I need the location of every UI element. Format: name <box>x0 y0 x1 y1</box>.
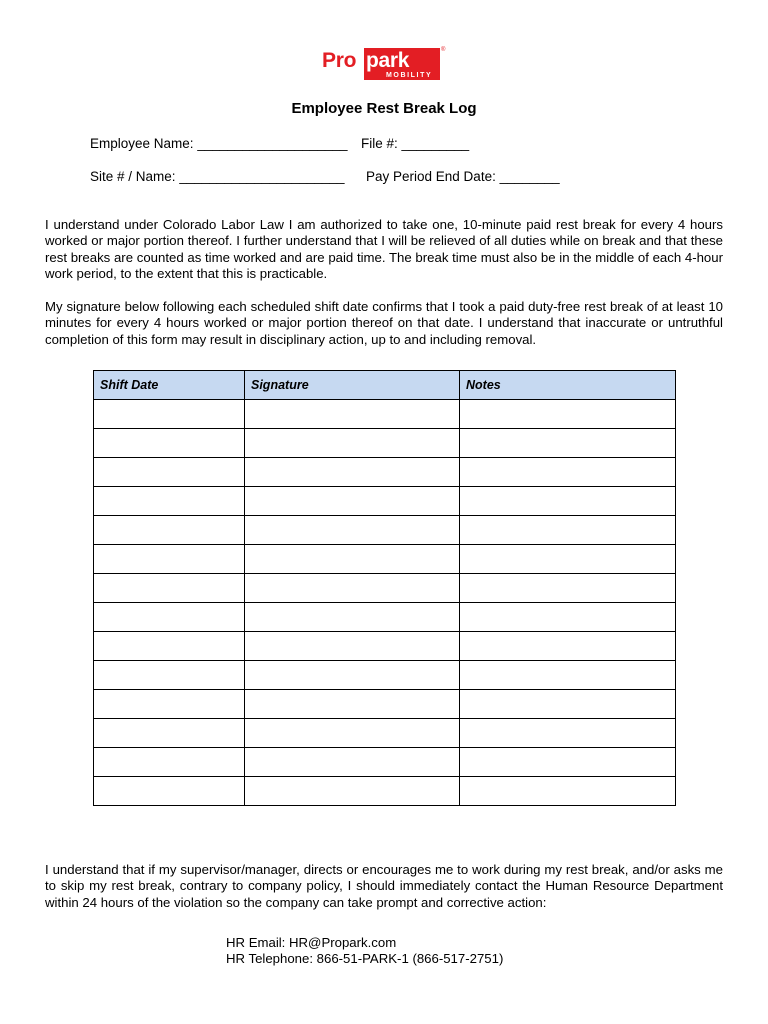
notes-cell[interactable] <box>460 661 676 690</box>
notes-cell[interactable] <box>460 487 676 516</box>
notes-cell[interactable] <box>460 429 676 458</box>
table-row <box>94 632 676 661</box>
table-row <box>94 487 676 516</box>
employee-name-field <box>90 136 347 152</box>
notes-cell[interactable] <box>460 545 676 574</box>
table-row <box>94 748 676 777</box>
shift-date-cell[interactable] <box>94 777 245 806</box>
table-row <box>94 719 676 748</box>
pay-period-field <box>366 169 560 185</box>
shift-date-cell[interactable] <box>94 458 245 487</box>
file-number-blank: _________ <box>401 136 470 151</box>
shift-date-cell[interactable] <box>94 545 245 574</box>
notes-cell[interactable] <box>460 632 676 661</box>
file-number-field <box>361 136 469 152</box>
table-row <box>94 777 676 806</box>
hr-email: HR Email: HR@Propark.com <box>226 935 397 950</box>
shift-date-cell[interactable] <box>94 690 245 719</box>
logo-mobility-text: MOBILITY <box>386 72 433 79</box>
shift-date-cell[interactable] <box>94 516 245 545</box>
shift-date-cell[interactable] <box>94 429 245 458</box>
table-row <box>94 690 676 719</box>
table-row <box>94 574 676 603</box>
logo-registered-mark: ® <box>441 47 446 53</box>
shift-date-cell[interactable] <box>94 748 245 777</box>
logo-pro-text: Pro <box>322 49 357 72</box>
signature-cell[interactable] <box>245 400 460 429</box>
signature-cell[interactable] <box>245 545 460 574</box>
page-title: Employee Rest Break Log <box>291 100 477 117</box>
hr-telephone: HR Telephone: 866-51-PARK-1 (866-517-2751) <box>226 951 504 966</box>
paragraph-signature-confirmation: My signature below following each scheduled shift date confirms that I took a paid duty-free rest break of at least 10 minutes for every 4 hours worked or major portion thereof on that date. I understand that inaccurate or untruthful completion of this form may result in disciplinary action, up to and including removal. <box>45 299 723 347</box>
notes-cell[interactable] <box>460 777 676 806</box>
site-name-field <box>90 169 345 185</box>
signature-cell[interactable] <box>245 690 460 719</box>
table-row <box>94 400 676 429</box>
file-number-label: File #: <box>361 136 398 151</box>
signature-cell[interactable] <box>245 458 460 487</box>
propark-logo <box>322 48 448 84</box>
notes-cell[interactable] <box>460 400 676 429</box>
table-row <box>94 516 676 545</box>
header-signature: Signature <box>245 371 460 400</box>
site-name-label: Site # / Name: <box>90 169 176 184</box>
table-row <box>94 545 676 574</box>
shift-date-cell[interactable] <box>94 400 245 429</box>
signature-cell[interactable] <box>245 603 460 632</box>
table-row <box>94 458 676 487</box>
rest-break-log-table <box>93 370 676 806</box>
employee-name-label: Employee Name: <box>90 136 194 151</box>
header-notes: Notes <box>460 371 676 400</box>
pay-period-label: Pay Period End Date: <box>366 169 496 184</box>
signature-cell[interactable] <box>245 516 460 545</box>
table-row <box>94 429 676 458</box>
pay-period-blank: ________ <box>499 169 560 184</box>
signature-cell[interactable] <box>245 632 460 661</box>
table-row <box>94 603 676 632</box>
paragraph-colorado-law: I understand under Colorado Labor Law I am authorized to take one, 10-minute paid rest break for every 4 hours worked or major portion thereof. I further understand that I will be relieved of all duties while on break and that these rest breaks are counted as time worked and are paid time. The break time must also be in the middle of each 4-hour work period, to the extent that this is practicable. <box>45 217 723 281</box>
header-shift-date: Shift Date <box>94 371 245 400</box>
shift-date-cell[interactable] <box>94 603 245 632</box>
notes-cell[interactable] <box>460 574 676 603</box>
signature-cell[interactable] <box>245 574 460 603</box>
employee-name-blank: ____________________ <box>197 136 348 151</box>
table-body <box>94 400 676 806</box>
signature-cell[interactable] <box>245 777 460 806</box>
logo-park-text: park <box>366 49 410 72</box>
shift-date-cell[interactable] <box>94 661 245 690</box>
notes-cell[interactable] <box>460 516 676 545</box>
signature-cell[interactable] <box>245 429 460 458</box>
paragraph-hr-contact-instructions: I understand that if my supervisor/manager, directs or encourages me to work during my rest break, and/or asks me to skip my rest break, contrary to company policy, I should immediately contact the Human Resource Department within 24 hours of the violation so the company can take prompt and corrective action: <box>45 862 723 910</box>
notes-cell[interactable] <box>460 458 676 487</box>
notes-cell[interactable] <box>460 719 676 748</box>
notes-cell[interactable] <box>460 748 676 777</box>
site-name-blank: ______________________ <box>179 169 345 184</box>
signature-cell[interactable] <box>245 661 460 690</box>
notes-cell[interactable] <box>460 690 676 719</box>
shift-date-cell[interactable] <box>94 632 245 661</box>
shift-date-cell[interactable] <box>94 574 245 603</box>
signature-cell[interactable] <box>245 487 460 516</box>
shift-date-cell[interactable] <box>94 719 245 748</box>
signature-cell[interactable] <box>245 748 460 777</box>
shift-date-cell[interactable] <box>94 487 245 516</box>
notes-cell[interactable] <box>460 603 676 632</box>
table-row <box>94 661 676 690</box>
table-header-row <box>94 371 676 400</box>
signature-cell[interactable] <box>245 719 460 748</box>
